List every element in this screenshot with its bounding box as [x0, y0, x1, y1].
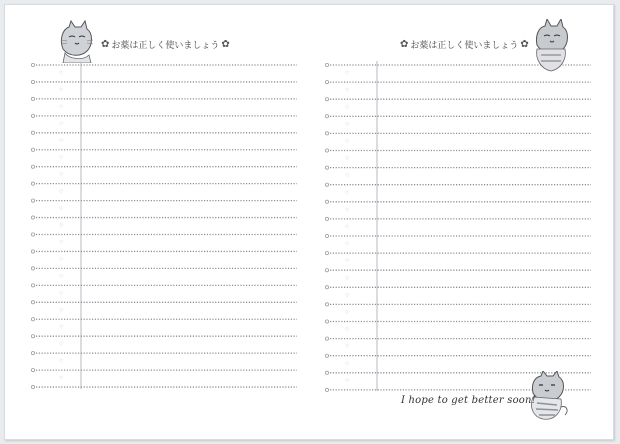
- heart-icon: ♡: [59, 290, 64, 297]
- bullet-dot: [325, 371, 328, 374]
- lines-svg: [5, 5, 305, 439]
- bullet-dot: [31, 284, 34, 287]
- heart-icon: ♡: [345, 104, 350, 111]
- heart-icon: ♡: [59, 70, 64, 77]
- bullet-dot: [325, 354, 328, 357]
- header-text: お薬は正しく使いましょう: [410, 40, 519, 51]
- notebook-spread: [4, 4, 614, 440]
- left-page: [5, 5, 305, 439]
- bullet-dot: [31, 301, 34, 304]
- heart-icon: ♡: [59, 273, 64, 280]
- heart-icon: ♡: [345, 190, 350, 197]
- heart-icon: ♡: [345, 292, 350, 299]
- bullet-dot: [31, 148, 34, 151]
- heart-icon: ♡: [345, 224, 350, 231]
- bullet-dot: [31, 216, 34, 219]
- heart-icon: ♡: [345, 87, 350, 94]
- bullet-dot: [325, 388, 328, 391]
- bullet-dot: [31, 369, 34, 372]
- heart-icon: ♡: [59, 172, 64, 179]
- heart-icon: ♡: [345, 275, 350, 282]
- header-text: お薬は正しく使いましょう: [111, 40, 220, 51]
- heart-icon: ♡: [345, 241, 350, 248]
- heart-icon: ♡: [345, 344, 350, 351]
- bullet-dot: [31, 80, 34, 83]
- heart-icon: ♡: [59, 341, 64, 348]
- ruled-lines: [5, 5, 305, 439]
- heart-icon: ♡: [59, 206, 64, 213]
- heart-icon: ♡: [59, 375, 64, 382]
- flower-icon: ✿: [221, 38, 230, 50]
- bullet-dot: [325, 217, 328, 220]
- bullet-dot: [325, 166, 328, 169]
- heart-icon: ♡: [59, 138, 64, 145]
- heart-icon: ♡: [345, 156, 350, 163]
- bullet-dot: [325, 98, 328, 101]
- heart-icon: ♡: [59, 104, 64, 111]
- bullet-dot: [325, 132, 328, 135]
- heart-icon: ♡: [345, 173, 350, 180]
- heart-icon: ♡: [59, 358, 64, 365]
- page-header: [400, 35, 529, 53]
- heart-icon: ♡: [345, 361, 350, 368]
- heart-icon: ♡: [345, 378, 350, 385]
- heart-icon: ♡: [59, 324, 64, 331]
- bullet-dot: [31, 352, 34, 355]
- heart-icon: ♡: [59, 121, 64, 128]
- heart-icon: ♡: [345, 327, 350, 334]
- bullet-dot: [31, 182, 34, 185]
- heart-icon: ♡: [345, 258, 350, 265]
- bullet-dot: [325, 149, 328, 152]
- bullet-dot: [325, 183, 328, 186]
- cat-illustration: [55, 19, 97, 63]
- bullet-dot: [325, 286, 328, 289]
- cat-illustration: [529, 19, 573, 73]
- bullet-dot: [325, 252, 328, 255]
- sign-off-text: I hope to get better soon!: [401, 395, 536, 406]
- bullet-dot: [325, 303, 328, 306]
- bullet-dot: [31, 199, 34, 202]
- heart-icon: ♡: [59, 256, 64, 263]
- bullet-dot: [325, 81, 328, 84]
- bullet-dot: [31, 318, 34, 321]
- bullet-dot: [31, 114, 34, 117]
- heart-icon: ♡: [345, 138, 350, 145]
- bullet-dot: [31, 63, 34, 66]
- heart-icon: ♡: [59, 155, 64, 162]
- heart-icon: ♡: [345, 309, 350, 316]
- flower-icon: ✿: [101, 38, 110, 50]
- bullet-dot: [31, 233, 34, 236]
- heart-icon: ♡: [345, 207, 350, 214]
- bullet-dot: [31, 267, 34, 270]
- heart-icon: ♡: [345, 121, 350, 128]
- heart-icon: ♡: [59, 239, 64, 246]
- bullet-dot: [325, 269, 328, 272]
- right-page: [305, 5, 613, 439]
- bullet-dot: [325, 320, 328, 323]
- bullet-dot: [325, 115, 328, 118]
- heart-icon: ♡: [345, 70, 350, 77]
- bullet-dot: [325, 200, 328, 203]
- bullet-dot: [31, 335, 34, 338]
- bullet-dot: [31, 165, 34, 168]
- heart-icon: ♡: [59, 307, 64, 314]
- bullet-dot: [325, 337, 328, 340]
- heart-icon: ♡: [59, 189, 64, 196]
- heart-icon: ♡: [59, 87, 64, 94]
- heart-icon: ♡: [59, 223, 64, 230]
- bullet-dot: [325, 234, 328, 237]
- bullet-dot: [31, 385, 34, 388]
- bullet-dot: [31, 97, 34, 100]
- flower-icon: ✿: [400, 38, 409, 50]
- bullet-dot: [31, 131, 34, 134]
- page-header: [101, 35, 230, 53]
- bullet-dot: [325, 63, 328, 66]
- bullet-dot: [31, 250, 34, 253]
- flower-icon: ✿: [520, 38, 529, 50]
